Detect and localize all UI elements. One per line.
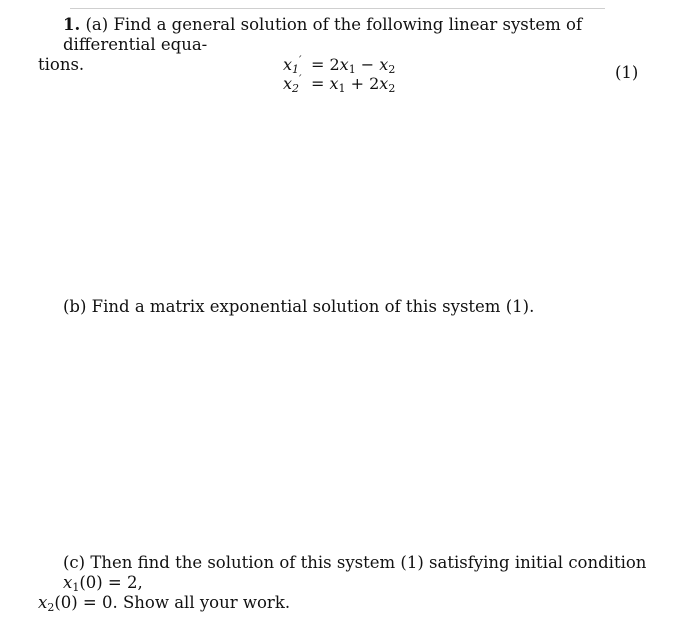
- equation-number: (1): [615, 63, 639, 82]
- part-a-line1: (a) Find a general solution of the following linear system of differential equa-: [63, 15, 583, 54]
- equation-system: [283, 55, 395, 93]
- equation-row-1: $x_1' = 2x_1 - x_2$: [283, 53, 396, 76]
- part-b-text: (b) Find a matrix exponential solution of this system (1).: [63, 297, 535, 316]
- part-c-line2-post: (0) = 0. Show all your work.: [54, 593, 291, 612]
- part-a-line2: tions.: [38, 55, 85, 74]
- top-rule: [70, 8, 605, 9]
- part-c-text: (c) Then find the solution of this system (1) satisfying initial condition $x_1(0) = 2$, $x_2(0) = 0$. Show all your work.: [38, 553, 647, 614]
- part-c-line1-pre: (c) Then find the solution of this system (1) satisfying initial condition: [63, 553, 647, 572]
- part-c-line1-post: (0) = 2,: [79, 573, 143, 592]
- equation-row-2: $x_2' = x_1 + 2x_2$: [283, 72, 396, 95]
- problem-number: 1.: [63, 15, 81, 34]
